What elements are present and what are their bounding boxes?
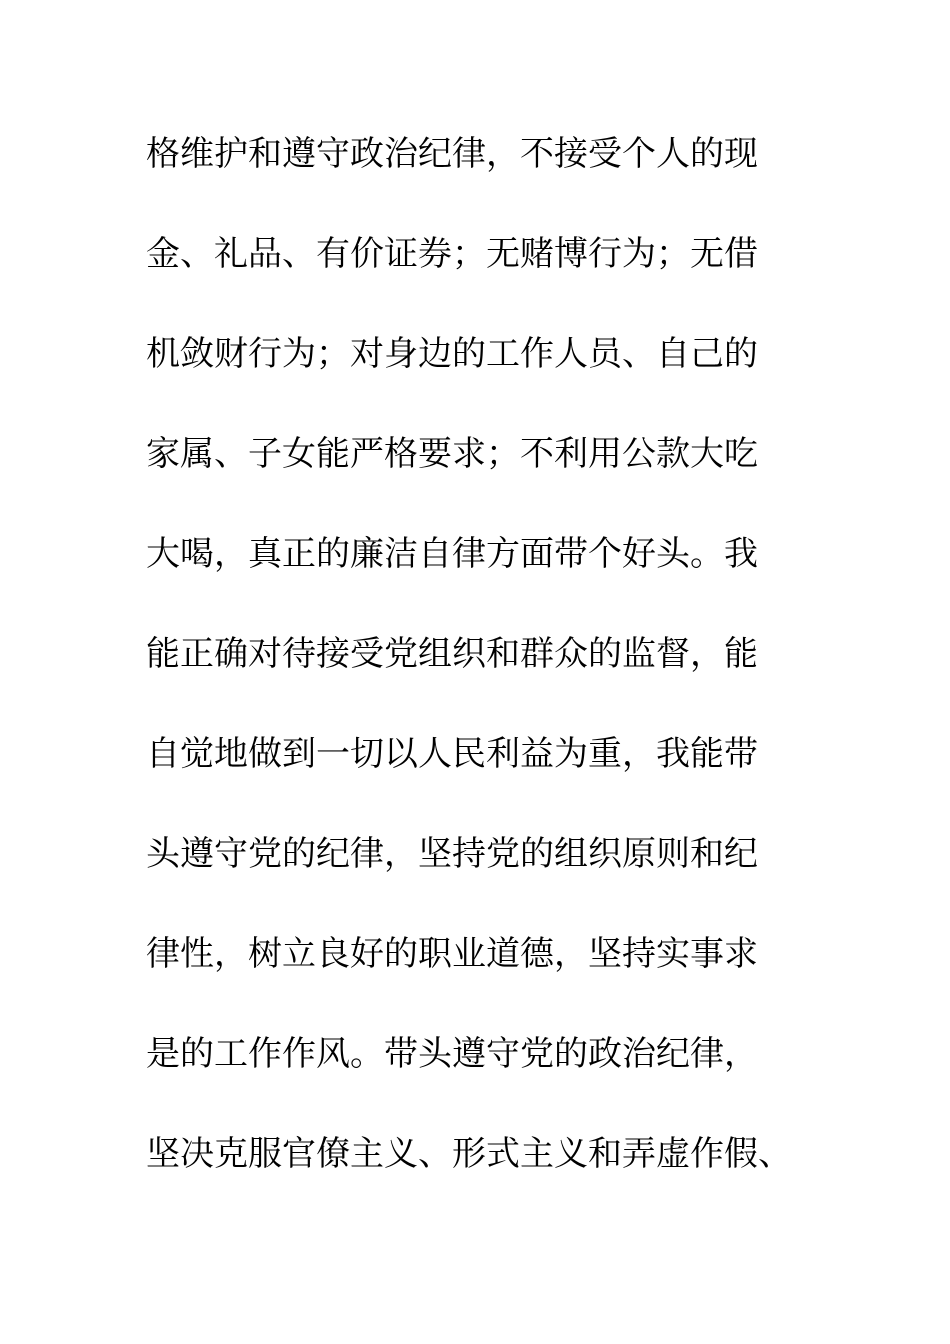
text-line: 是的工作作风。带头遵守党的政治纪律， <box>146 1034 758 1074</box>
text-line: 金、礼品、有价证券；无赌博行为；无借 <box>146 234 758 274</box>
text-line: 家属、子女能严格要求；不利用公款大吃 <box>146 434 758 474</box>
text-line: 能正确对待接受党组织和群众的监督，能 <box>146 634 758 674</box>
text-line: 大喝，真正的廉洁自律方面带个好头。我 <box>146 534 758 574</box>
body-text <box>146 125 936 1225</box>
text-line: 自觉地做到一切以人民利益为重，我能带 <box>146 734 758 774</box>
text-line: 格维护和遵守政治纪律，不接受个人的现 <box>146 134 758 174</box>
text-line: 坚决克服官僚主义、形式主义和弄虚作假、 <box>146 1134 792 1174</box>
text-line: 律性，树立良好的职业道德，坚持实事求 <box>146 934 758 974</box>
text-line: 机敛财行为；对身边的工作人员、自己的 <box>146 334 758 374</box>
text-line: 头遵守党的纪律，坚持党的组织原则和纪 <box>146 834 758 874</box>
